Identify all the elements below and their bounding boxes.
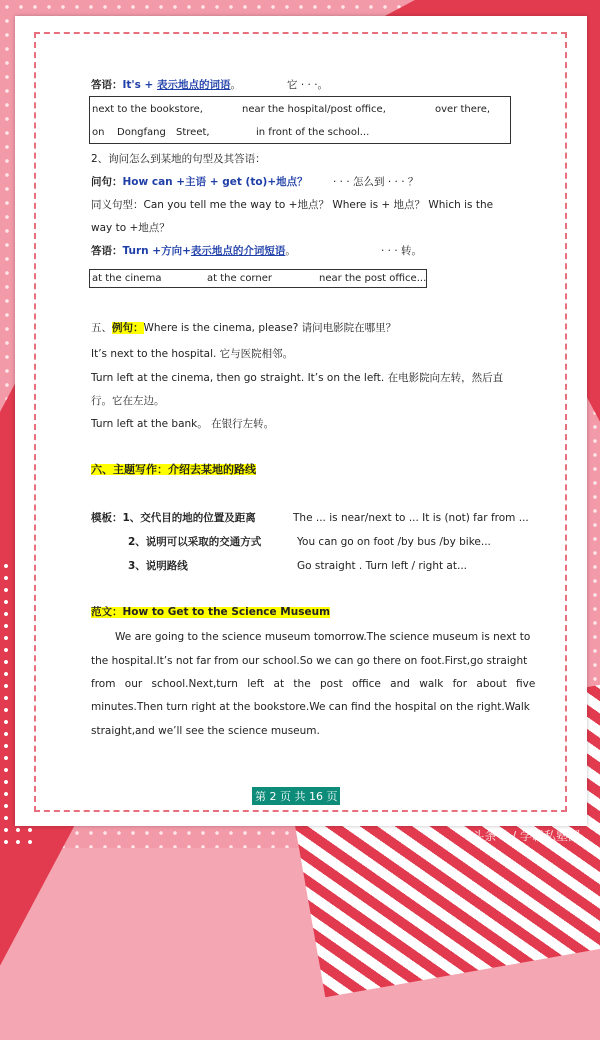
template-item3: 3、说明路线 bbox=[128, 560, 188, 572]
essay-line-4: minutes.Then turn right at the bookstore.We can find the hospital on the right.Walk bbox=[91, 701, 530, 713]
ask-pattern: How can +主语 + get (to)+地点？ bbox=[122, 176, 308, 188]
answer1-line bbox=[91, 79, 329, 91]
box1-r2c3: Street, bbox=[176, 127, 210, 138]
section5-label: 例句： bbox=[112, 322, 144, 334]
section5-line-1 bbox=[91, 323, 396, 334]
answer2-dot: 。 bbox=[285, 245, 296, 257]
essay-line-5: straight,and we’ll see the science museum. bbox=[91, 725, 320, 737]
box2-c1: at the cinema bbox=[92, 273, 162, 284]
synonym-line-2: way to +地点？ bbox=[91, 222, 170, 234]
section5-s4: Turn left at the bank。 在银行左转。 bbox=[91, 418, 275, 430]
box1-r2c2: Dongfang bbox=[117, 127, 166, 138]
ask-tail: · · · 怎么到 · · · ？ bbox=[333, 176, 419, 188]
template-row-1 bbox=[91, 512, 529, 524]
answer1-dot: 。 bbox=[230, 79, 241, 91]
ask-line bbox=[91, 176, 419, 188]
answer2-line bbox=[91, 245, 423, 257]
box1-r1c1: next to the bookstore, bbox=[92, 104, 203, 115]
section6-title: 六、主题写作：介绍去某地的路线 bbox=[91, 463, 256, 476]
answer2-phrase: 表示地点的介词短语 bbox=[190, 245, 286, 257]
template-row-3 bbox=[128, 560, 467, 572]
template-row-2 bbox=[128, 536, 491, 548]
box2-c2: at the corner bbox=[207, 273, 272, 284]
section5-s3a: Turn left at the cinema, then go straight. It’s on the left. 在电影院向左转，然后直 bbox=[91, 372, 504, 384]
section5-s3b: 行。它在左边。 bbox=[91, 395, 165, 407]
box1-r1c3: over there, bbox=[435, 104, 491, 115]
answer1-label: 答语： bbox=[91, 79, 123, 91]
section5-s2: It’s next to the hospital. 它与医院相邻。 bbox=[91, 348, 294, 360]
template-item2-en: You can go on foot /by bus /by bike... bbox=[297, 536, 491, 548]
phrase-box-1 bbox=[89, 96, 511, 144]
essay-line-3: from our school.Next,turn left at the post office and walk for about five bbox=[91, 678, 536, 690]
watermark: 头条号 / 学霸私塾团 bbox=[472, 829, 580, 843]
box1-r2c1: on bbox=[92, 127, 105, 138]
answer1-tail: 它 · · ·。 bbox=[287, 79, 329, 91]
template-label: 模板： bbox=[91, 512, 123, 524]
phrase-box-2 bbox=[89, 269, 427, 288]
synonym-line-1: 同义句型：Can you tell me the way to +地点？ Where is + 地点？ Which is the bbox=[91, 199, 494, 211]
essay-line-1: We are going to the science museum tomorrow.The science museum is next to bbox=[115, 631, 531, 643]
answer2-label: 答语： bbox=[91, 245, 123, 257]
template-item2: 2、说明可以采取的交通方式 bbox=[128, 536, 262, 548]
box1-r2c4: in front of the school... bbox=[256, 127, 370, 138]
template-item1: 1、交代目的地的位置及距离 bbox=[122, 512, 256, 524]
box1-r1c2: near the hospital/post office, bbox=[242, 104, 386, 115]
answer2-lead: Turn +方向+ bbox=[122, 245, 191, 257]
template-item3-en: Go straight . Turn left / right at... bbox=[297, 560, 467, 572]
ask-label: 问句： bbox=[91, 176, 123, 188]
page-number: 第 2 页 共 16 页 bbox=[252, 787, 340, 805]
section2-title: 2、询问怎么到某地的句型及其答语： bbox=[91, 153, 266, 165]
answer1-phrase: 表示地点的词语 bbox=[157, 79, 231, 91]
essay-title: 范文：How to Get to the Science Museum bbox=[91, 606, 331, 618]
essay-line-2: the hospital.It’s not far from our school.So we can go there on foot.First,go straight bbox=[91, 655, 528, 667]
section5-num: 五、 bbox=[91, 322, 112, 334]
answer1-lead: It's + bbox=[122, 79, 157, 91]
template-item1-en: The ... is near/next to ... It is (not) far from ... bbox=[293, 512, 529, 524]
section5-s1: Where is the cinema, please? 请问电影院在哪里？ bbox=[143, 322, 397, 334]
answer2-tail: · · · 转。 bbox=[381, 245, 423, 257]
box2-c3: near the post office... bbox=[319, 273, 427, 284]
